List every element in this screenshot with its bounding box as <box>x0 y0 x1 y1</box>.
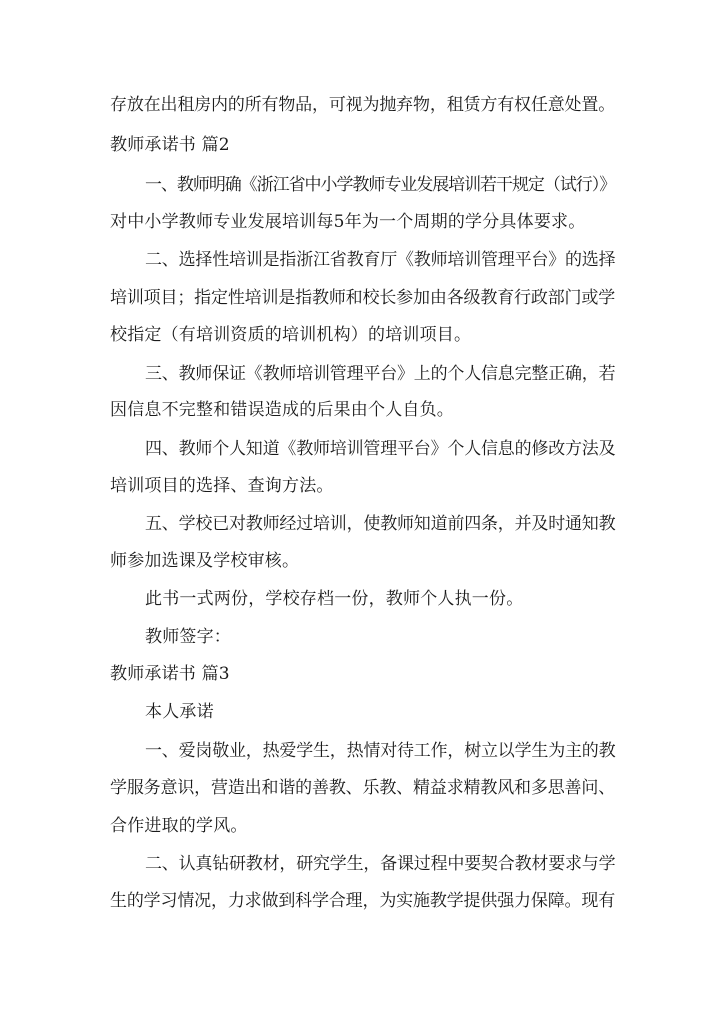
text-line: 生的学习情况，力求做到科学合理，为实施教学提供强力保障。现有 <box>110 891 615 911</box>
text-line: 五、学校已对教师经过培训，使教师知道前四条，并及时通知教 <box>145 514 616 534</box>
section-heading: 教师承诺书 篇2 <box>110 135 230 155</box>
text-line: 因信息不完整和错误造成的后果由个人自负。 <box>110 400 454 420</box>
signature-label: 教师签字： <box>145 627 231 647</box>
text-line: 一、教师明确《浙江省中小学教师专业发展培训若干规定（试行）》 <box>145 175 615 195</box>
text-line: 存放在出租房内的所有物品，可视为抛弃物，租赁方有权任意处置。 <box>110 95 615 115</box>
text-line: 此书一式两份，学校存档一份，教师个人执一份。 <box>145 589 524 609</box>
text-line: 四、教师个人知道《教师培训管理平台》个人信息的修改方法及 <box>145 439 616 459</box>
text-line: 师参加选课及学校审核。 <box>110 551 300 571</box>
text-line: 二、选择性培训是指浙江省教育厅《教师培训管理平台》的选择 <box>145 250 616 270</box>
text-line: 三、教师保证《教师培训管理平台》上的个人信息完整正确，若 <box>145 364 616 384</box>
text-line: 二、认真钻研教材，研究学生，备课过程中要契合教材要求与学 <box>145 854 616 874</box>
text-line: 一、爱岗敬业，热爱学生，热情对待工作，树立以学生为主的教 <box>145 741 616 761</box>
text-line: 对中小学教师专业发展培训每5年为一个周期的学分具体要求。 <box>110 212 586 232</box>
text-line: 校指定（有培训资质的培训机构）的培训项目。 <box>110 325 472 345</box>
text-line: 培训项目的选择、查询方法。 <box>110 476 334 496</box>
text-line: 合作进取的学风。 <box>110 816 248 836</box>
text-line: 培训项目；指定性培训是指教师和校长参加由各级教育行政部门或学 <box>110 288 615 308</box>
text-line: 本人承诺 <box>145 702 214 722</box>
text-line: 学服务意识，营造出和谐的善教、乐教、精益求精教风和多思善问、 <box>110 778 615 798</box>
section-heading: 教师承诺书 篇3 <box>110 664 230 684</box>
